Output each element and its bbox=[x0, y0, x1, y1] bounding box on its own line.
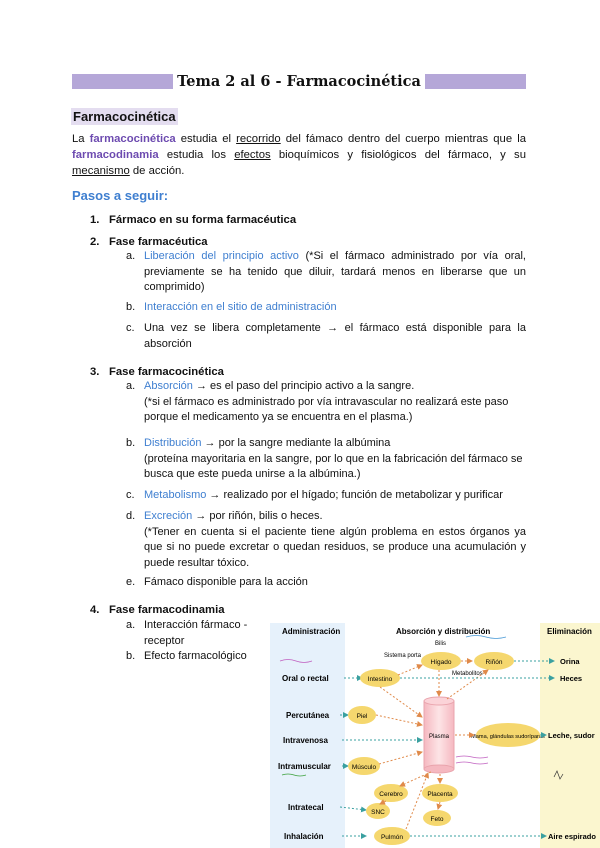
route-oral: Oral o rectal bbox=[282, 674, 329, 683]
col-dist-header: Absorción y distribución bbox=[396, 627, 491, 636]
output-aire-espirado: Aire espirado bbox=[548, 832, 596, 841]
step-4a: a. Interacción fármaco - receptor bbox=[126, 619, 248, 647]
svg-text:Riñón: Riñón bbox=[485, 659, 503, 666]
underline-efectos: efectos bbox=[234, 149, 271, 161]
label-sistema-porta: Sistema porta bbox=[384, 653, 422, 659]
handwritten-note-3 bbox=[456, 756, 488, 764]
document-title-bar bbox=[72, 72, 526, 90]
col-admin-header: Administración bbox=[282, 627, 341, 636]
step-1: 1. Fármaco en su forma farmacéutica bbox=[90, 214, 297, 226]
underline-mecanismo: mecanismo bbox=[72, 165, 130, 177]
step-2c: c. Una vez se libera completamente → el fármaco está disponible para la absorción bbox=[126, 322, 526, 350]
step-4: 4. Fase farmacodinamia bbox=[90, 604, 225, 616]
step-3: 3. Fase farmacocinética bbox=[90, 366, 224, 378]
pharmacokinetics-diagram bbox=[256, 617, 600, 848]
pasos-heading: Pasos a seguir: bbox=[72, 188, 169, 203]
step-3b: b. Distribución → por la sangre mediante la albúmina (proteína mayoritaria en la sangre, por lo que en la fabricación del fármaco se busca que este pueda unirse a la albúmina.) bbox=[126, 437, 523, 480]
keyword-farmacodinamia: farmacodinamia bbox=[72, 149, 159, 161]
col-elim-header: Eliminación bbox=[547, 627, 592, 636]
document-title: Tema 2 al 6 - Farmacocinética bbox=[177, 72, 421, 90]
svg-text:SNC: SNC bbox=[371, 809, 385, 816]
section-heading: Farmacocinética bbox=[73, 109, 176, 124]
svg-text:Placenta: Placenta bbox=[427, 791, 453, 798]
step-3a: a. Absorción → es el paso del principio activo a la sangre. (*si el fármaco es administrado por vía intravascular no realizará este paso porque el medicamento ya se encuentra en el plasma.) bbox=[126, 380, 509, 423]
title-bar-left-band bbox=[72, 74, 173, 89]
svg-text:Músculo: Músculo bbox=[351, 764, 377, 771]
svg-text:Piel: Piel bbox=[356, 713, 368, 720]
step-2: 2. Fase farmacéutica bbox=[90, 236, 208, 248]
output-leche-sudor: Leche, sudor bbox=[548, 731, 595, 740]
svg-text:Feto: Feto bbox=[430, 816, 444, 823]
step-2b: b. Interacción en el sitio de administración bbox=[126, 301, 337, 313]
route-inhalacion: Inhalación bbox=[284, 832, 324, 841]
svg-text:Cerebro: Cerebro bbox=[379, 791, 403, 798]
route-percutanea: Percutánea bbox=[286, 711, 330, 720]
svg-text:Mama, glándulas sudoríparas: Mama, glándulas sudoríparas bbox=[471, 734, 545, 740]
step-4b: b. Efecto farmacológico bbox=[126, 650, 247, 662]
label-bilis: Bilis bbox=[435, 641, 447, 647]
step-3e: e. Fámaco disponible para la acción bbox=[126, 576, 308, 588]
route-intratecal: Intratecal bbox=[288, 803, 324, 812]
intro-paragraph: La farmacocinética estudia el recorrido del fámaco dentro del cuerpo mientras que la farmacodinamia estudia los efectos bioquímicos y fisiológicos del fármaco, y su mecanismo de acción. bbox=[72, 133, 526, 177]
route-intramuscular: Intramuscular bbox=[278, 762, 331, 771]
svg-text:Intestino: Intestino bbox=[367, 676, 393, 683]
step-2a: a. Liberación del principio activo (*Si el fármaco administrado por vía oral, previamente se ha tenido que diluir, tardará menos en liberarse que un comprimido) bbox=[126, 250, 526, 293]
svg-text:Hígado: Hígado bbox=[430, 659, 452, 666]
svg-text:Plasma: Plasma bbox=[428, 734, 450, 740]
keyword-farmacocinetica: farmacocinética bbox=[89, 133, 176, 145]
svg-text:Pulmón: Pulmón bbox=[380, 834, 404, 841]
underline-recorrido: recorrido bbox=[236, 133, 281, 145]
step-3d: d. Excreción → por riñón, bilis o heces. (*Tener en cuenta si el paciente tiene algún problema en estos órganos ya que si no puede excretar o quedan residuos, se produce una acumulación y puede resultar tóxico. bbox=[126, 510, 526, 569]
output-orina: Orina bbox=[560, 657, 580, 666]
label-metabolitos: Metabolitos bbox=[452, 671, 483, 677]
step-3c: c. Metabolismo → realizado por el hígado; función de metabolizar y purificar bbox=[126, 489, 503, 501]
output-heces: Heces bbox=[560, 674, 583, 683]
route-intravenosa: Intravenosa bbox=[283, 736, 328, 745]
title-bar-right-band bbox=[425, 74, 526, 89]
